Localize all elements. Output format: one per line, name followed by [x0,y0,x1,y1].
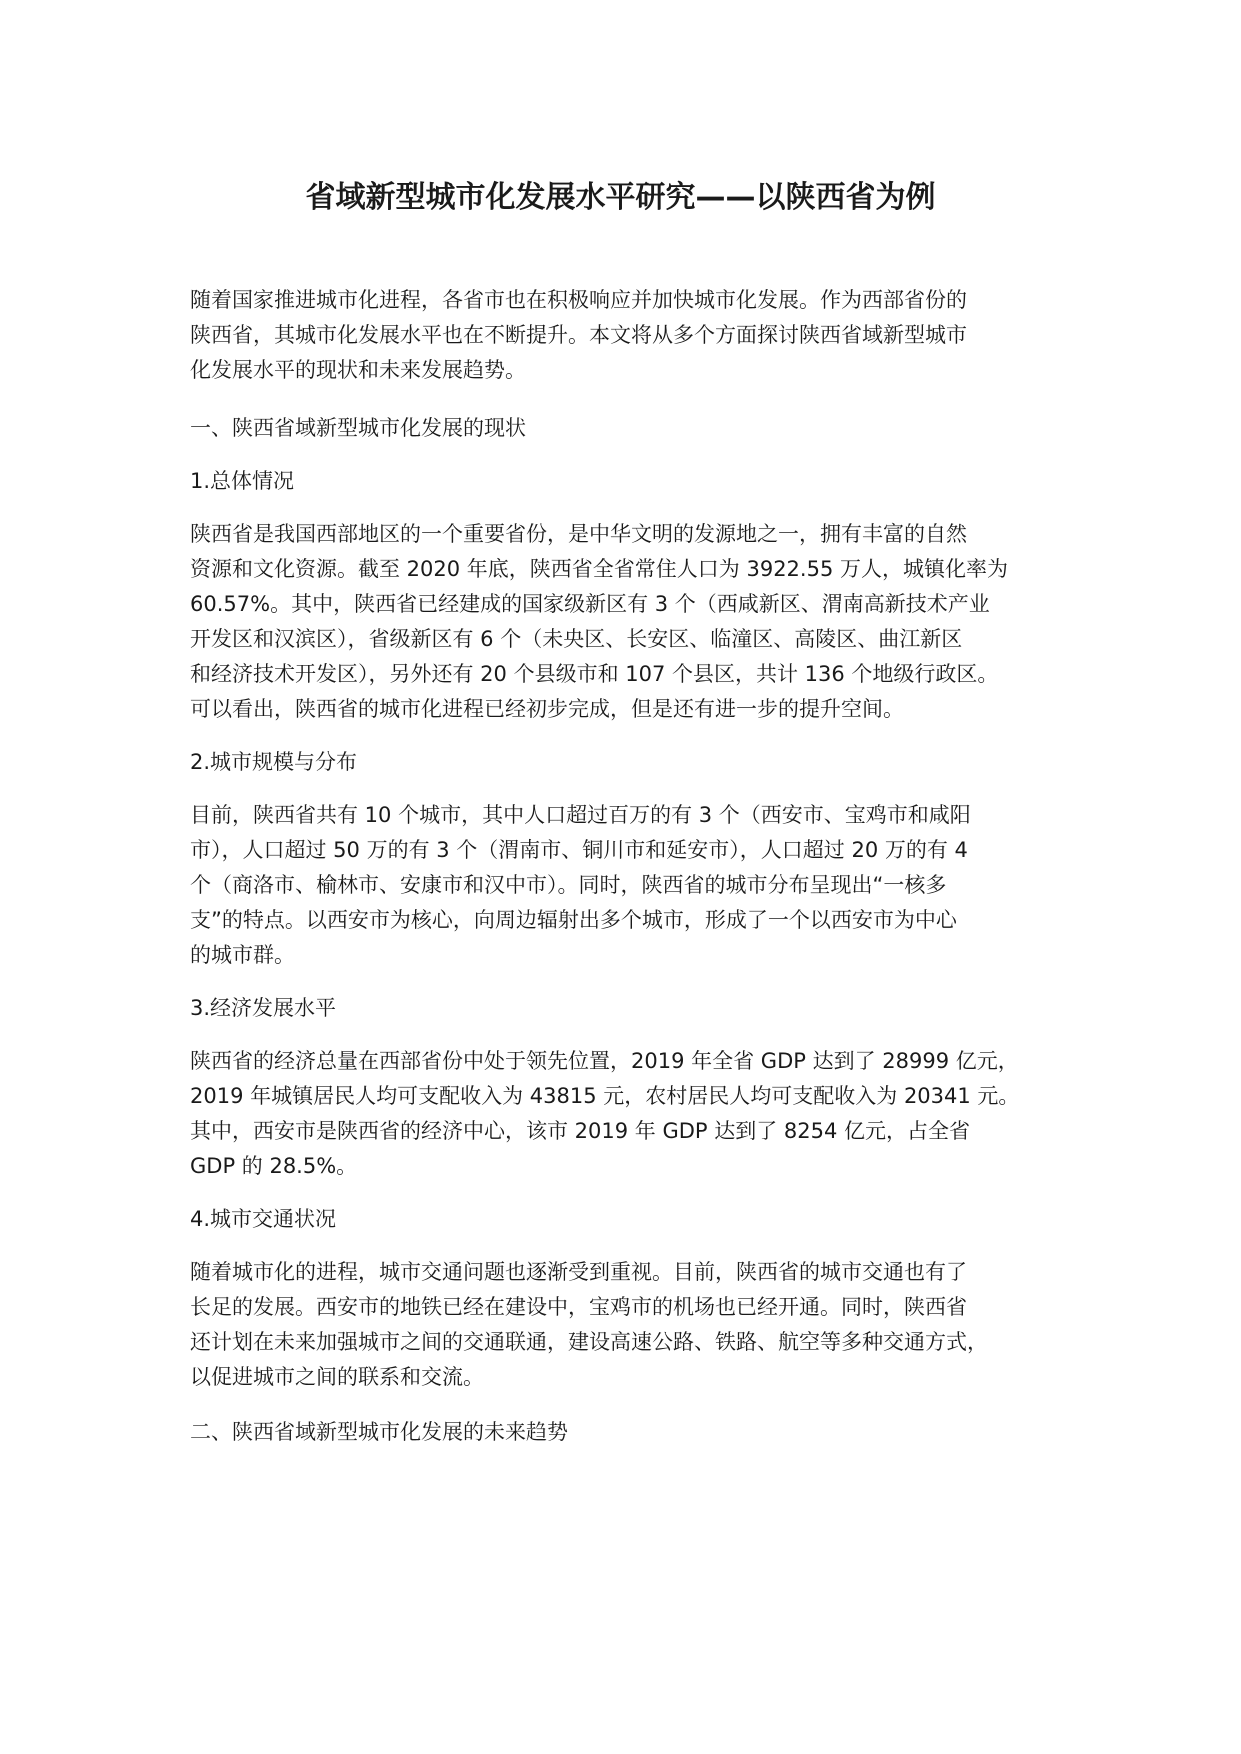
document-title: 省域新型城市化发展水平研究——以陕西省为例 [305,180,936,215]
text-line: 资源和文化资源。截至 2020 年底，陕西省全省常住人口为 3922.55 万人，城镇化率为 [190,557,1008,581]
subsection-paragraph [190,1255,1090,1395]
subsection-heading: 4.城市交通状况 [190,1207,337,1231]
subsection-paragraph [190,1044,1090,1184]
text-line: 以促进城市之间的联系和交流。 [190,1365,484,1389]
text-line: 60.57%。其中，陕西省已经建成的国家级新区有 3 个（西咸新区、渭南高新技术产业 [190,592,990,616]
text-line: 陕西省是我国西部地区的一个重要省份，是中华文明的发源地之一，拥有丰富的自然 [190,522,967,546]
text-line: 化发展水平的现状和未来发展趋势。 [190,358,526,382]
text-line: 随着国家推进城市化进程，各省市也在积极响应并加快城市化发展。作为西部省份的 [190,288,967,312]
text-line: 市），人口超过 50 万的有 3 个（渭南市、铜川市和延安市），人口超过 20 万的有 4 [190,838,968,862]
subsection-heading: 3.经济发展水平 [190,996,337,1020]
text-line: 的城市群。 [190,943,295,967]
text-line: 个（商洛市、榆林市、安康市和汉中市）。同时，陕西省的城市分布呈现出“一核多 [190,873,947,897]
text-line: 开发区和汉滨区），省级新区有 6 个（未央区、长安区、临潼区、高陵区、曲江新区 [190,627,963,651]
text-line: 还计划在未来加强城市之间的交通联通，建设高速公路、铁路、航空等多种交通方式， [190,1330,988,1354]
subsection-heading: 1.总体情况 [190,469,295,493]
text-line: 目前，陕西省共有 10 个城市，其中人口超过百万的有 3 个（西安市、宝鸡市和咸阳 [190,803,971,827]
subsection-paragraph [190,517,1090,727]
text-line: 其中，西安市是陕西省的经济中心，该市 2019 年 GDP 达到了 8254 亿元，占全省 [190,1119,971,1143]
text-line: 和经济技术开发区），另外还有 20 个县级市和 107 个县区，共计 136 个地级行政区。 [190,662,999,686]
section-heading: 二、陕西省域新型城市化发展的未来趋势 [190,1420,568,1444]
text-line: 2019 年城镇居民人均可支配收入为 43815 元，农村居民人均可支配收入为 20341 元。 [190,1084,1020,1108]
subsection-paragraph [190,798,1090,973]
text-line: 支”的特点。以西安市为核心，向周边辐射出多个城市，形成了一个以西安市为中心 [190,908,957,932]
text-line: 可以看出，陕西省的城市化进程已经初步完成，但是还有进一步的提升空间。 [190,697,904,721]
intro-paragraph [190,283,1090,388]
text-line: 随着城市化的进程，城市交通问题也逐渐受到重视。目前，陕西省的城市交通也有了 [190,1260,967,1284]
text-line: 陕西省，其城市化发展水平也在不断提升。本文将从多个方面探讨陕西省域新型城市 [190,323,967,347]
section-heading: 一、陕西省域新型城市化发展的现状 [190,416,526,440]
document-body [190,283,1090,1450]
subsection-heading: 2.城市规模与分布 [190,750,358,774]
text-line: 长足的发展。西安市的地铁已经在建设中，宝鸡市的机场也已经开通。同时，陕西省 [190,1295,967,1319]
text-line: 陕西省的经济总量在西部省份中处于领先位置，2019 年全省 GDP 达到了 28999 亿元， [190,1049,1019,1073]
text-line: GDP 的 28.5%。 [190,1154,358,1178]
